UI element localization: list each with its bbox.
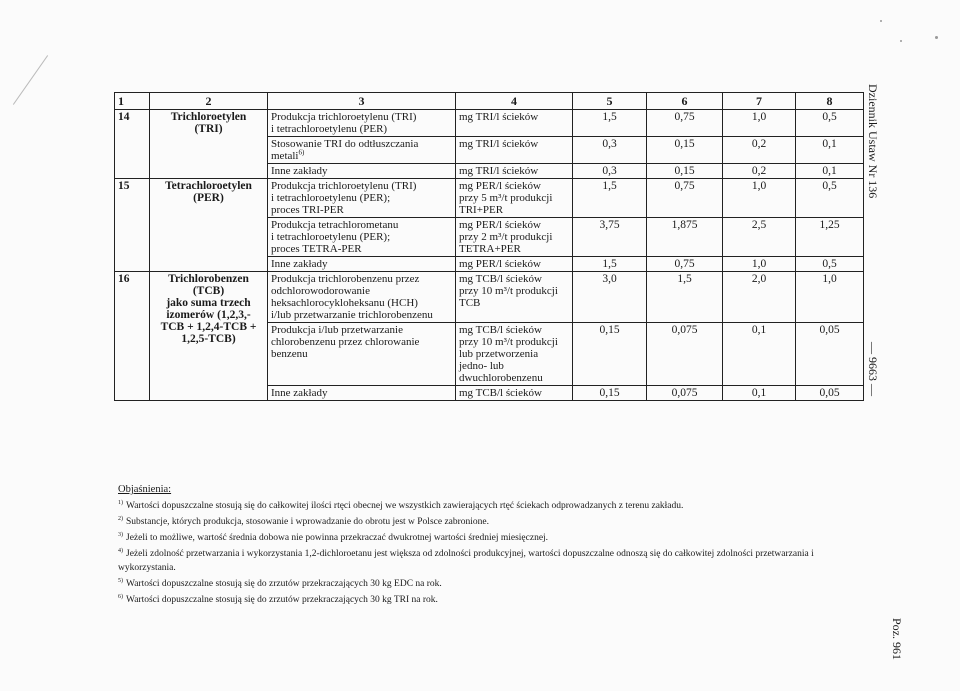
footnotes [118,483,858,607]
value-cell: 1,25 [796,218,864,257]
value-cell: 0,3 [573,137,647,164]
scan-speck [935,36,938,39]
value-cell: 0,05 [796,323,864,386]
value-cell: 0,15 [573,323,647,386]
footnote-number: 2) [118,516,123,523]
value-cell: 0,1 [796,164,864,179]
process-cell: Produkcja trichloroetylenu (TRI) i tetrachloroetylenu (PER); proces TRI-PER [268,179,456,218]
value-cell: 3,75 [573,218,647,257]
unit-cell: mg TCB/l ścieków [456,386,573,401]
row-number: 15 [115,179,150,272]
row-number: 14 [115,110,150,179]
footnote-text: Substancje, których produkcja, stosowanie i wprowadzanie do obrotu jest w Polsce zabronione. [126,517,490,528]
value-cell: 1,875 [647,218,723,257]
col-header: 1 [115,93,150,110]
footnote-text: Wartości dopuszczalne stosują się do zrzutów przekraczających 30 kg TRI na rok. [126,594,438,605]
footnote-number: 6) [118,593,123,600]
value-cell: 0,15 [647,137,723,164]
unit-cell: mg PER/l ścieków przy 5 m³/t produkcji TRI+PER [456,179,573,218]
footnote-item [118,591,858,607]
value-cell: 0,075 [647,386,723,401]
unit-cell: mg TRI/l ścieków [456,137,573,164]
value-cell: 0,2 [723,137,796,164]
footnote-item [118,497,858,513]
table-row [115,179,864,218]
col-header: 3 [268,93,456,110]
value-cell: 0,5 [796,179,864,218]
value-cell: 0,75 [647,257,723,272]
footnote-number: 4) [118,548,123,555]
value-cell: 1,0 [796,272,864,323]
value-cell: 0,5 [796,257,864,272]
col-header: 8 [796,93,864,110]
table-row [115,110,864,137]
footnote-text: Wartości dopuszczalne stosują się do zrzutów przekraczających 30 kg EDC na rok. [126,578,442,589]
footnotes-heading: Objaśnienia: [118,484,172,495]
value-cell: 0,15 [573,386,647,401]
col-header: 7 [723,93,796,110]
value-cell: 0,5 [796,110,864,137]
value-cell: 1,0 [723,179,796,218]
value-cell: 1,0 [723,257,796,272]
col-header: 2 [150,93,268,110]
process-cell [268,137,456,164]
footnote-item [118,545,858,574]
value-cell: 1,0 [723,110,796,137]
row-number: 16 [115,272,150,401]
process-cell: Produkcja trichlorobenzenu przez odchlorowodorowanie heksachlorocykloheksanu (HCH) i/lub przetwarzanie trichlorobenzenu [268,272,456,323]
value-cell: 0,75 [647,179,723,218]
footnote-item [118,575,858,591]
unit-cell: mg PER/l ścieków [456,257,573,272]
value-cell: 1,5 [573,110,647,137]
footnote-ref: 6) [298,148,305,157]
footnote-item [118,513,858,529]
value-cell: 0,75 [647,110,723,137]
unit-cell: mg PER/l ścieków przy 2 m³/t produkcji TETRA+PER [456,218,573,257]
unit-cell: mg TRI/l ścieków [456,164,573,179]
substance-name: Trichlorobenzen (TCB) jako suma trzech izomerów (1,2,3,- TCB + 1,2,4-TCB + 1,2,5-TCB) [150,272,268,401]
unit-cell: mg TCB/l ścieków przy 10 m³/t produkcji TCB [456,272,573,323]
footnote-item [118,529,858,545]
unit-cell: mg TRI/l ścieków [456,110,573,137]
footnote-number: 3) [118,532,123,539]
journal-title: Dziennik Ustaw Nr 136 [866,84,880,199]
value-cell: 0,1 [723,386,796,401]
value-cell: 0,3 [573,164,647,179]
unit-cell: mg TCB/l ścieków przy 10 m³/t produkcji lub przetworzenia jedno- lub dwuchlorobenzenu [456,323,573,386]
process-cell: Produkcja tetrachlorometanu i tetrachloroetylenu (PER); proces TETRA-PER [268,218,456,257]
header-row [115,93,864,110]
item-position: Poz. 961 [890,618,904,660]
process-cell: Produkcja i/lub przetwarzanie chlorobenzenu przez chlorowanie benzenu [268,323,456,386]
col-header: 6 [647,93,723,110]
col-header: 5 [573,93,647,110]
col-header: 4 [456,93,573,110]
value-cell: 0,1 [796,137,864,164]
substance-name: Trichloroetylen (TRI) [150,110,268,179]
process-cell: Inne zakłady [268,257,456,272]
process-cell: Inne zakłady [268,164,456,179]
process-cell: Produkcja trichloroetylenu (TRI) i tetrachloroetylenu (PER) [268,110,456,137]
scan-artifact [13,55,48,105]
value-cell: 1,5 [573,257,647,272]
limits-table [114,92,864,401]
footnote-number: 1) [118,500,123,506]
value-cell: 2,5 [723,218,796,257]
value-cell: 1,5 [647,272,723,323]
scan-speck [880,20,882,22]
footnote-number: 5) [118,577,123,584]
footnote-text: Jeżeli zdolność przetwarzania i wykorzystania 1,2-dichloroetanu jest większa od zdolności produkcyjnej, wartości dopuszczalne odnoszą się do całkowitej zdolności przetwarzania i wykorzystania. [118,549,814,573]
value-cell: 0,075 [647,323,723,386]
scan-speck [900,40,902,42]
value-cell: 1,5 [573,179,647,218]
value-cell: 2,0 [723,272,796,323]
page-number: — 9663 — [866,342,880,396]
process-cell: Inne zakłady [268,386,456,401]
value-cell: 0,15 [647,164,723,179]
value-cell: 0,1 [723,323,796,386]
value-cell: 3,0 [573,272,647,323]
substance-name: Tetrachloroetylen (PER) [150,179,268,272]
table-row [115,272,864,323]
value-cell: 0,2 [723,164,796,179]
process-text: Stosowanie TRI do odtłuszczania metali [271,138,419,162]
footnote-text: Wartości dopuszczalne stosują się do całkowitej ilości rtęci obecnej we wszystkich zawierających rtęć ściekach odprowadzanych z terenu zakładu. [126,501,684,512]
footnote-text: Jeżeli to możliwe, wartość średnia dobowa nie powinna przekraczać dwukrotnej wartości średniej miesięcznej. [126,533,549,544]
value-cell: 0,05 [796,386,864,401]
